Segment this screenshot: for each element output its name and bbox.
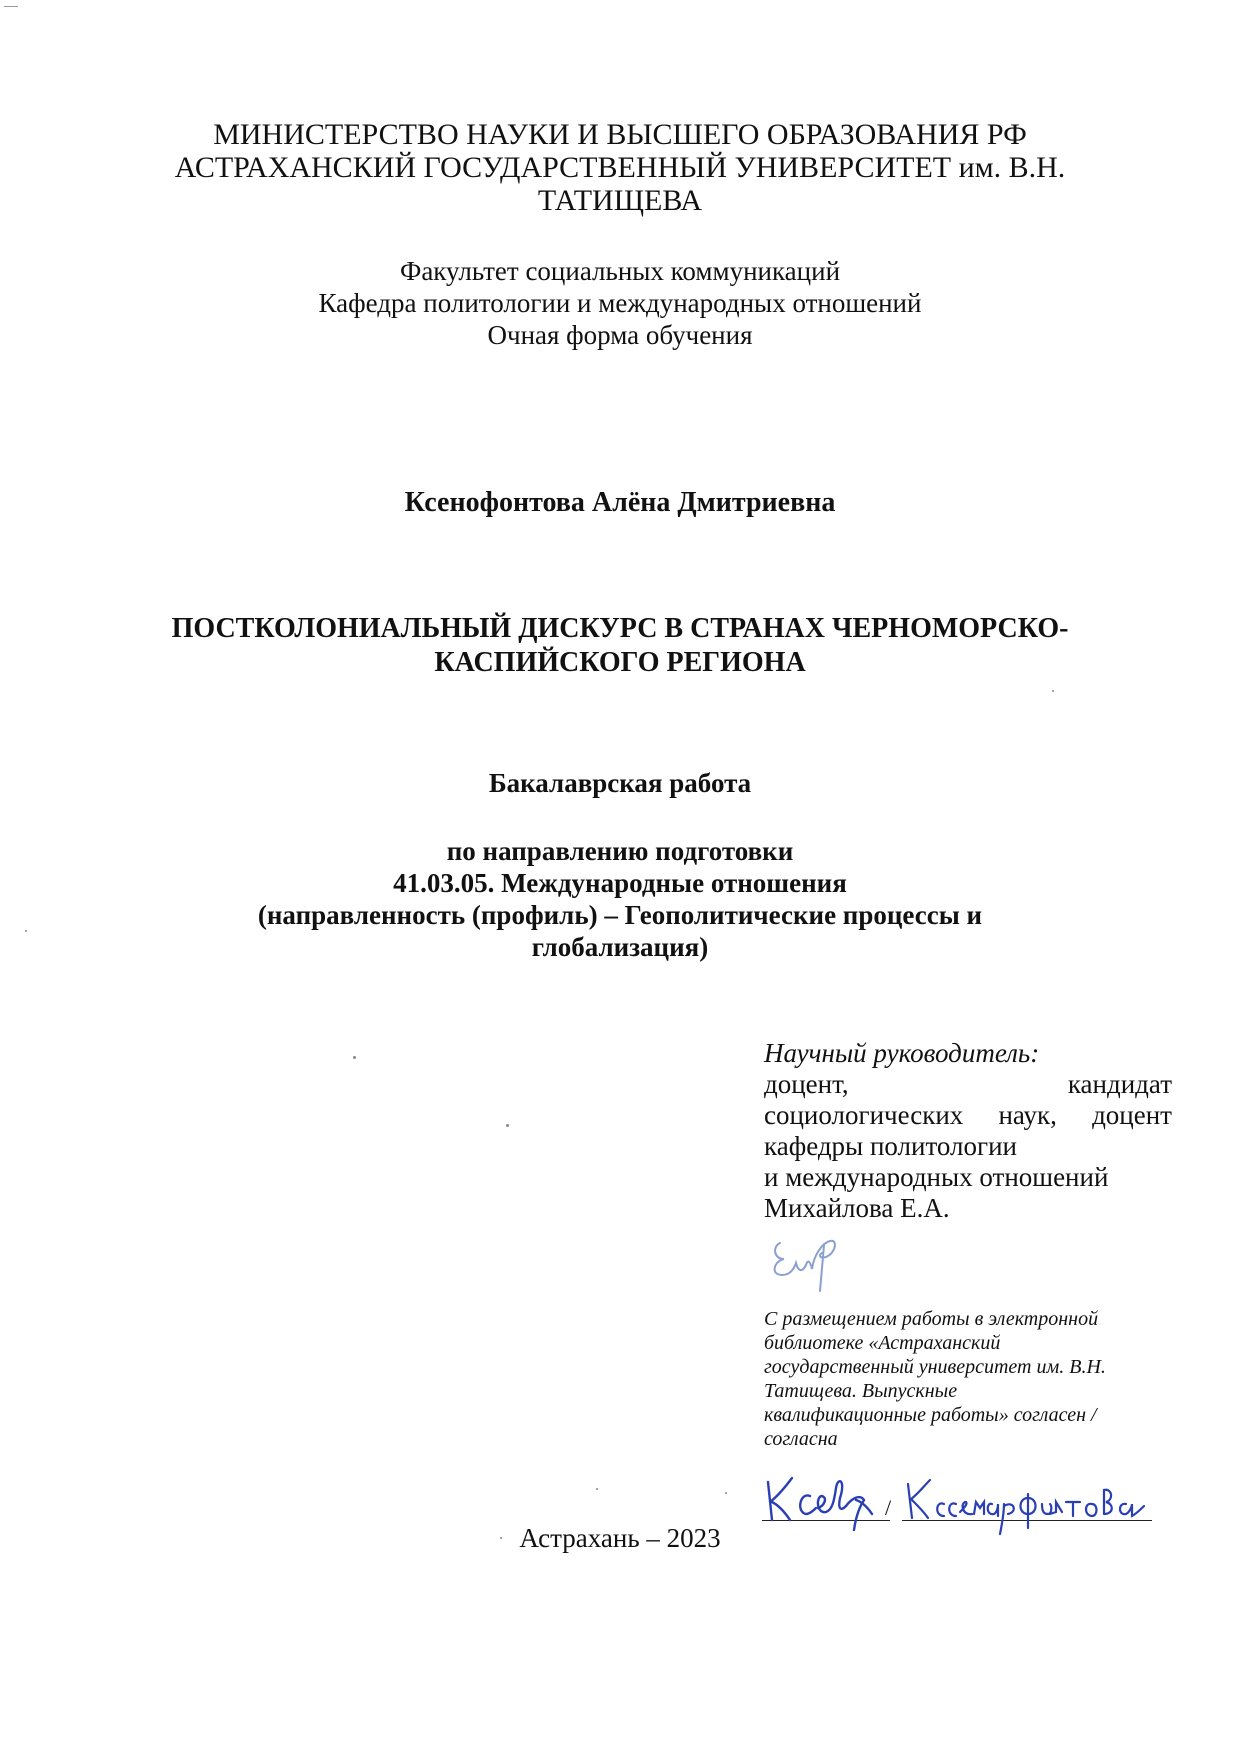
consent-line: государственный университет им. В.Н.	[764, 1356, 1106, 1378]
advisor-word: доцент,	[764, 1069, 849, 1099]
work-type: Бакалаврская работа	[488, 768, 752, 798]
consent-line: библиотеке «Астраханский	[764, 1332, 1001, 1354]
city-year: Астрахань – 2023	[519, 1523, 721, 1553]
faculty-name: Факультет социальных коммуникаций	[399, 256, 841, 286]
study-direction	[0, 835, 1240, 963]
scan-speck	[25, 930, 27, 932]
consent-line: С размещением работы в электронной	[764, 1308, 1099, 1330]
advisor-word: кандидат	[1067, 1069, 1172, 1099]
study-form: Очная форма обучения	[487, 320, 753, 350]
advisor-word: социологических	[764, 1100, 964, 1130]
header-line-1: МИНИСТЕРСТВО НАУКИ И ВЫСШЕГО ОБРАЗОВАНИЯ РФ	[213, 118, 1027, 151]
chair-name: Кафедра политологии и международных отношений	[318, 288, 922, 318]
header-line-2: АСТРАХАНСКИЙ ГОСУДАРСТВЕННЫЙ УНИВЕРСИТЕТ им. В.Н.	[174, 151, 1066, 184]
advisor-signature	[766, 1225, 852, 1295]
scan-speck	[725, 1492, 727, 1494]
direction-line-2: 41.03.05. Международные отношения	[393, 868, 847, 898]
advisor-heading: Научный руководитель:	[764, 1038, 1040, 1068]
thesis-title	[0, 612, 1240, 680]
author-name: Ксенофонтова Алёна Дмитриевна	[404, 487, 836, 518]
direction-line-4: глобализация)	[531, 932, 709, 962]
header-line-3: ТАТИЩЕВА	[537, 184, 703, 217]
advisor-line-4: и международных отношений	[764, 1162, 1109, 1192]
department-block	[0, 255, 1240, 351]
advisor-word: наук,	[998, 1100, 1057, 1130]
advisor-word: доцент	[1092, 1100, 1172, 1130]
scan-speck	[500, 1537, 502, 1539]
consent-line: Татищева. Выпускные	[764, 1380, 958, 1402]
title-line-1: ПОСТКОЛОНИАЛЬНЫЙ ДИСКУРС В СТРАНАХ ЧЕРНОМОРСКО-	[171, 613, 1069, 644]
advisor-line-3: кафедры политологии	[764, 1131, 1017, 1161]
library-consent	[764, 1307, 1172, 1451]
advisor-line-2	[764, 1100, 1172, 1131]
ministry-header	[0, 118, 1240, 217]
scan-speck	[506, 1124, 509, 1127]
advisor-name: Михайлова Е.А.	[764, 1193, 950, 1223]
direction-line-3: (направленность (профиль) – Геополитические процессы и	[257, 900, 983, 930]
advisor-block	[764, 1038, 1172, 1224]
scan-speck	[596, 1488, 598, 1490]
scan-speck	[1052, 690, 1054, 692]
advisor-line-1	[764, 1069, 1172, 1100]
signature-separator: /	[885, 1495, 892, 1520]
scan-corner-mark	[4, 6, 18, 7]
scan-speck	[353, 1056, 356, 1059]
title-line-2: КАСПИЙСКОГО РЕГИОНА	[434, 647, 806, 678]
consent-line: согласна	[764, 1428, 838, 1450]
direction-line-1: по направлению подготовки	[446, 836, 794, 866]
consent-line: квалификационные работы» согласен /	[764, 1404, 1097, 1426]
